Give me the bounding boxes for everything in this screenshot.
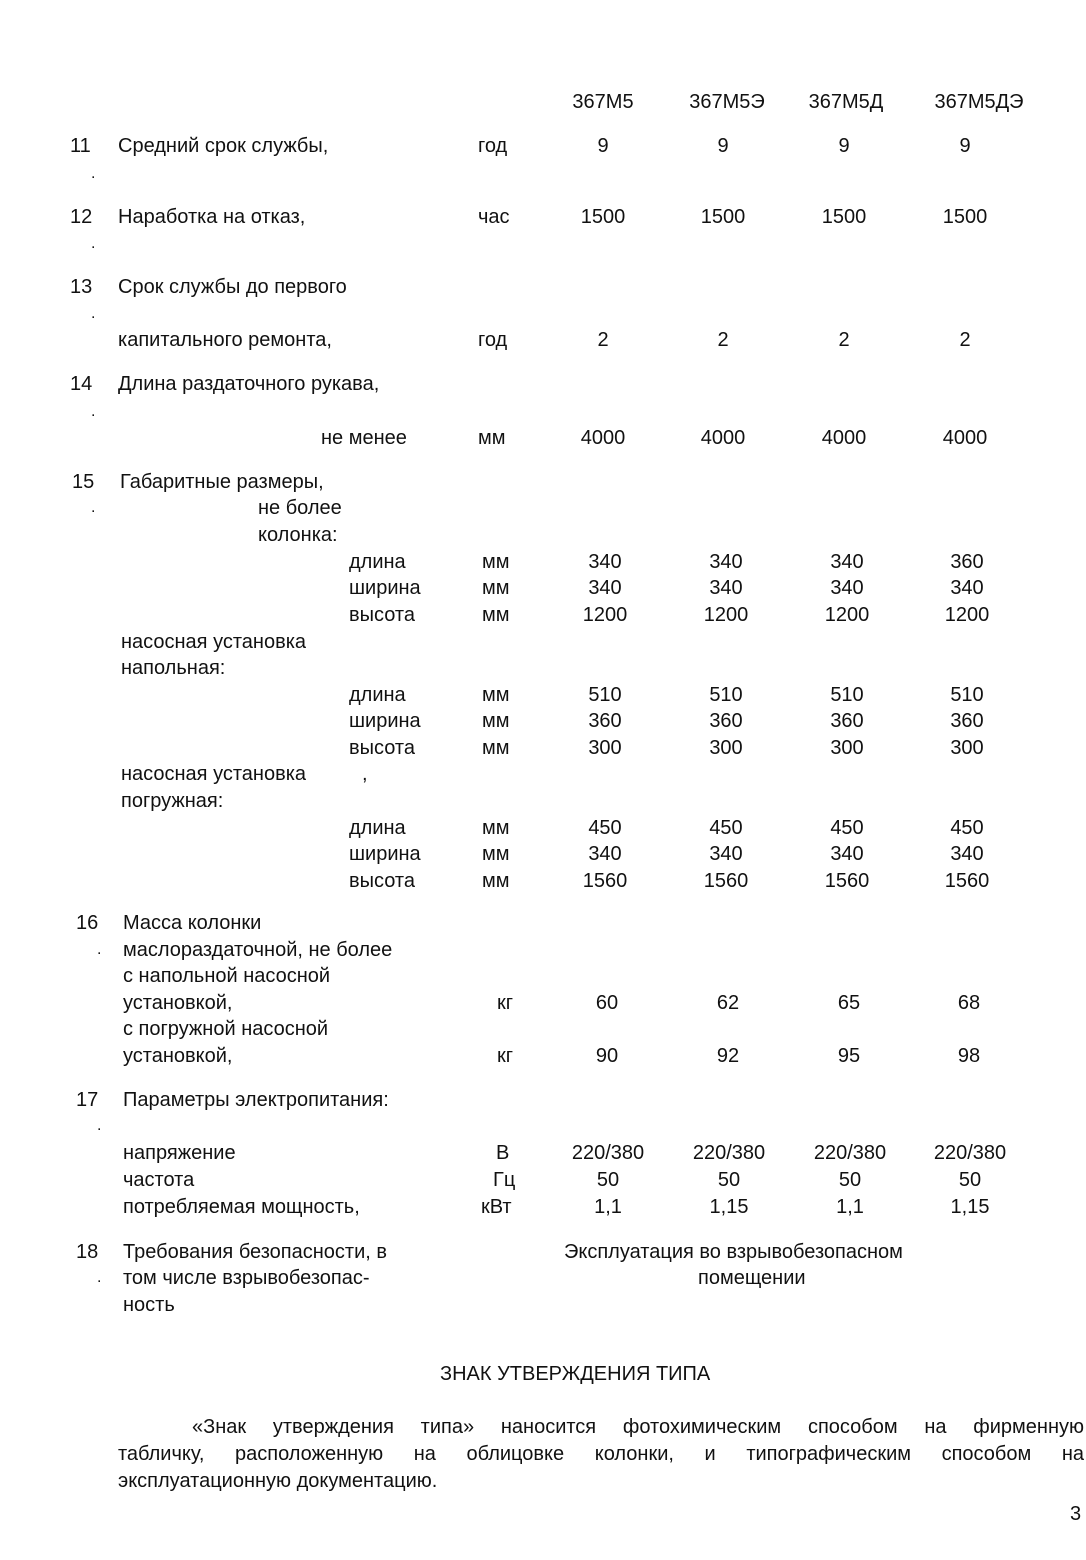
stray-comma: ,: [362, 763, 368, 785]
row-unit: кг: [497, 1045, 514, 1067]
row-number: 12: [70, 206, 93, 228]
row-label-line2: том числе взрывобезопас-: [123, 1267, 370, 1289]
value-cell: 4000: [942, 427, 988, 449]
row-unit: В: [496, 1142, 510, 1164]
row-label-line2: капитального ремонта,: [118, 329, 332, 351]
row-label-line1: Габаритные размеры,: [120, 471, 324, 493]
row-label-line1: Требования безопасности, в: [123, 1241, 387, 1263]
group-label-line1: насосная установка: [121, 763, 307, 785]
value-cell: 4000: [700, 427, 746, 449]
value-cell: 1200: [582, 604, 628, 626]
paragraph-line3: эксплуатационную документацию.: [118, 1470, 438, 1492]
value-cell: 90: [595, 1045, 619, 1067]
row-label-line6: установкой,: [123, 1045, 233, 1067]
row-number-dot: .: [97, 1269, 102, 1286]
value-cell: 340: [709, 843, 743, 865]
row-label-line2: не менее: [321, 427, 407, 449]
value-cell: 4000: [821, 427, 867, 449]
row-label-line2: маслораздаточной, не более: [123, 939, 393, 961]
value-cell: 510: [830, 684, 864, 706]
row-number-dot: .: [91, 499, 96, 516]
value-cell: 450: [950, 817, 984, 839]
section-title: ЗНАК УТВЕРЖДЕНИЯ ТИПА: [440, 1363, 711, 1385]
row-label-line2: не более: [258, 497, 342, 519]
value-cell: 340: [950, 577, 984, 599]
value-cell: 340: [709, 577, 743, 599]
value-cell: 360: [709, 710, 743, 732]
row-label: Наработка на отказ,: [118, 206, 306, 228]
row-label-line4: установкой,: [123, 992, 233, 1014]
row-unit: мм: [482, 604, 510, 626]
dimension-label: длина: [349, 684, 406, 706]
dimension-label: ширина: [349, 577, 421, 599]
row-value-line1: Эксплуатация во взрывобезопасном: [564, 1241, 903, 1263]
approval-mark-paragraph: [118, 1414, 1084, 1495]
dimension-label: длина: [349, 817, 406, 839]
value-cell: 510: [709, 684, 743, 706]
row-value-line2: помещении: [698, 1267, 806, 1289]
group-label-line1: насосная установка: [121, 631, 307, 653]
row-label-line1: Длина раздаточного рукава,: [118, 373, 380, 395]
value-cell: 1200: [944, 604, 990, 626]
page-number: 3: [1070, 1503, 1082, 1525]
row-unit: кг: [497, 992, 514, 1014]
row-number-dot: .: [97, 1117, 102, 1134]
value-cell: 1,1: [836, 1196, 864, 1218]
value-cell: 60: [595, 992, 619, 1014]
value-cell: 1500: [580, 206, 626, 228]
value-cell: 1200: [824, 604, 870, 626]
value-cell: 450: [709, 817, 743, 839]
row-number-dot: .: [97, 941, 102, 958]
row-unit: Гц: [493, 1169, 516, 1191]
row-number: 14: [70, 373, 93, 395]
param-label: напряжение: [123, 1142, 236, 1164]
row-unit: мм: [482, 710, 510, 732]
value-cell: 450: [830, 817, 864, 839]
model-header-3: 367М5Д: [808, 91, 884, 113]
value-cell: 340: [830, 577, 864, 599]
row-number-dot: .: [91, 165, 96, 182]
row-number: 16: [76, 912, 99, 934]
row-number: 17: [76, 1089, 99, 1111]
dimension-label: высота: [349, 604, 415, 626]
dimension-label: высота: [349, 870, 415, 892]
row-number: 15: [72, 471, 95, 493]
model-header-4: 367М5ДЭ: [934, 91, 1024, 113]
value-cell: 220/380: [692, 1142, 766, 1164]
value-cell: 220/380: [813, 1142, 887, 1164]
row-label-line1: Масса колонки: [123, 912, 262, 934]
row-label: Средний срок службы,: [118, 135, 329, 157]
value-cell: 92: [716, 1045, 740, 1067]
value-cell: 9: [717, 135, 729, 157]
value-cell: 1,1: [594, 1196, 622, 1218]
paragraph-line2: табличку, расположенную на облицовке колонки, и типографическим способом на: [118, 1443, 1084, 1465]
value-cell: 220/380: [571, 1142, 645, 1164]
value-cell: 300: [588, 737, 622, 759]
value-cell: 98: [957, 1045, 981, 1067]
value-cell: 340: [588, 551, 622, 573]
value-cell: 2: [597, 329, 609, 351]
row-label-line5: с погружной насосной: [123, 1018, 329, 1040]
value-cell: 9: [959, 135, 971, 157]
row-label: Параметры электропитания:: [123, 1089, 389, 1111]
row-number-dot: .: [91, 403, 96, 420]
row-unit: мм: [482, 684, 510, 706]
value-cell: 300: [950, 737, 984, 759]
value-cell: 9: [838, 135, 850, 157]
value-cell: 360: [830, 710, 864, 732]
row-unit: мм: [482, 870, 510, 892]
row-unit: час: [478, 206, 510, 228]
row-number-dot: .: [91, 305, 96, 322]
value-cell: 2: [838, 329, 850, 351]
value-cell: 300: [830, 737, 864, 759]
row-label-line3: колонка:: [258, 524, 338, 546]
value-cell: 450: [588, 817, 622, 839]
value-cell: 340: [588, 843, 622, 865]
model-header-2: 367М5Э: [689, 91, 765, 113]
value-cell: 50: [596, 1169, 620, 1191]
value-cell: 4000: [580, 427, 626, 449]
dimension-label: ширина: [349, 843, 421, 865]
row-unit: мм: [482, 737, 510, 759]
param-label: частота: [123, 1169, 195, 1191]
value-cell: 50: [958, 1169, 982, 1191]
value-cell: 68: [957, 992, 981, 1014]
value-cell: 340: [950, 843, 984, 865]
row-number: 18: [76, 1241, 99, 1263]
value-cell: 220/380: [933, 1142, 1007, 1164]
value-cell: 360: [588, 710, 622, 732]
row-unit: год: [478, 329, 508, 351]
row-label-line3: ность: [123, 1294, 175, 1316]
value-cell: 340: [830, 843, 864, 865]
row-label-line1: Срок службы до первого: [118, 276, 347, 298]
dimension-label: ширина: [349, 710, 421, 732]
value-cell: 340: [830, 551, 864, 573]
group-label-line2: напольная:: [121, 657, 226, 679]
param-label: потребляемая мощность,: [123, 1196, 360, 1218]
value-cell: 510: [950, 684, 984, 706]
value-cell: 65: [837, 992, 861, 1014]
row-unit: мм: [478, 427, 506, 449]
row-unit: мм: [482, 551, 510, 573]
value-cell: 2: [717, 329, 729, 351]
value-cell: 1560: [582, 870, 628, 892]
value-cell: 1,15: [709, 1196, 749, 1218]
value-cell: 2: [959, 329, 971, 351]
row-number: 13: [70, 276, 93, 298]
value-cell: 62: [716, 992, 740, 1014]
model-header-1: 367М5: [572, 91, 634, 113]
row-unit: мм: [482, 817, 510, 839]
row-unit: кВт: [481, 1196, 512, 1218]
paragraph-line1: «Знак утверждения типа» наносится фотохимическим способом на фирменную: [192, 1416, 1084, 1438]
value-cell: 360: [950, 710, 984, 732]
value-cell: 1560: [944, 870, 990, 892]
dimension-label: высота: [349, 737, 415, 759]
value-cell: 50: [838, 1169, 862, 1191]
value-cell: 50: [717, 1169, 741, 1191]
value-cell: 1560: [703, 870, 749, 892]
row-unit: год: [478, 135, 508, 157]
group-label-line2: погружная:: [121, 790, 224, 812]
value-cell: 1560: [824, 870, 870, 892]
value-cell: 1500: [942, 206, 988, 228]
row-unit: мм: [482, 843, 510, 865]
row-label-line3: с напольной насосной: [123, 965, 331, 987]
value-cell: 1500: [821, 206, 867, 228]
dimension-label: длина: [349, 551, 406, 573]
value-cell: 1,15: [950, 1196, 990, 1218]
value-cell: 340: [709, 551, 743, 573]
value-cell: 360: [950, 551, 984, 573]
value-cell: 510: [588, 684, 622, 706]
value-cell: 9: [597, 135, 609, 157]
row-unit: мм: [482, 577, 510, 599]
value-cell: 1500: [700, 206, 746, 228]
value-cell: 95: [837, 1045, 861, 1067]
value-cell: 1200: [703, 604, 749, 626]
value-cell: 300: [709, 737, 743, 759]
row-number: 11: [70, 135, 91, 157]
value-cell: 340: [588, 577, 622, 599]
row-number-dot: .: [91, 235, 96, 252]
